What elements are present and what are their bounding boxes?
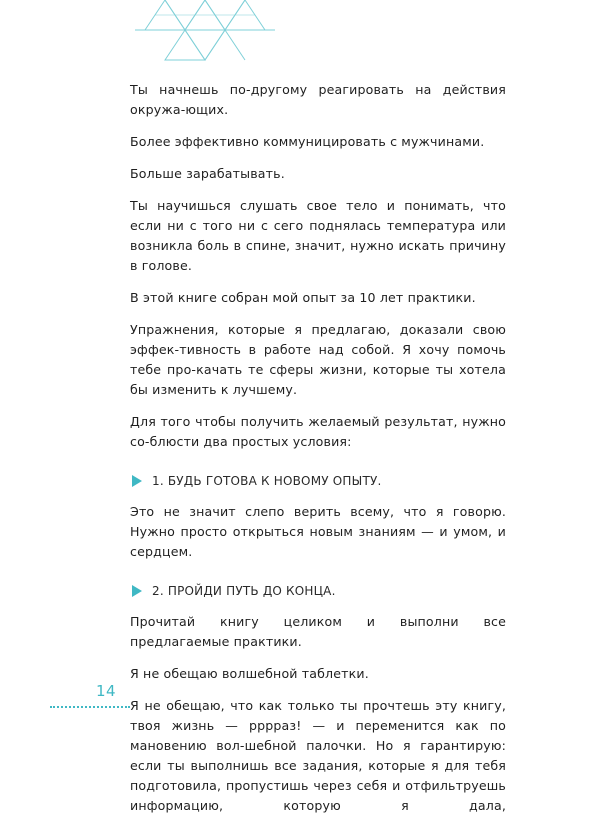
paragraph: Я не обещаю, что как только ты прочтешь эту книгу, твоя жизнь — ррррaз! — и переменится как по мановению вол-шебной палочки. Но я гарантирую: если ты выполнишь все задания, которые я для тебя подготовила, пропустишь через себя и отфильтруешь информацию, которую я дала,	[130, 698, 506, 813]
triangle-bullet-icon	[132, 475, 142, 487]
condition-text: Это не значит слепо верить всему, что я говорю. Нужно просто открыться новым знаниям — и умом, и сердцем.	[130, 504, 506, 559]
paragraph: Упражнения, которые я предлагаю, доказали свою эффек-тивность в работе над собой. Я хочу помочь тебе про-качать те сферы жизни, которые ты хотела бы изменить к лучшему.	[130, 322, 506, 397]
triangle-pattern-icon	[135, 0, 275, 62]
paragraph: Я не обещаю волшебной таблетки.	[130, 666, 369, 681]
condition-text: Прочитай книгу целиком и выполни все предлагаемые практики.	[130, 614, 506, 649]
paragraph: Для того чтобы получить желаемый результат, нужно со-блюсти два простых условия:	[130, 414, 506, 449]
paragraph: Ты научишься слушать свое тело и понимать, что если ни с того ни с сего поднялась температура или возникла боль в спине, значит, нужно искать причину в голове.	[130, 198, 506, 273]
paragraph: Ты начнешь по-другому реагировать на действия окружа-ющих.	[130, 82, 506, 117]
condition-label: 2. ПРОЙДИ ПУТЬ ДО КОНЦА.	[152, 584, 336, 598]
condition-heading-2	[130, 581, 506, 601]
page-number-rule	[50, 706, 130, 708]
paragraph: Более эффективно коммуницировать с мужчинами.	[130, 134, 485, 149]
condition-heading-1	[130, 471, 506, 491]
paragraph: В этой книге собран мой опыт за 10 лет практики.	[130, 290, 476, 305]
triangle-bullet-icon	[132, 585, 142, 597]
page-number: 14	[96, 682, 117, 700]
page-body	[130, 80, 506, 828]
paragraph: Больше зарабатывать.	[130, 166, 285, 181]
condition-label: 1. БУДЬ ГОТОВА К НОВОМУ ОПЫТУ.	[152, 474, 382, 488]
